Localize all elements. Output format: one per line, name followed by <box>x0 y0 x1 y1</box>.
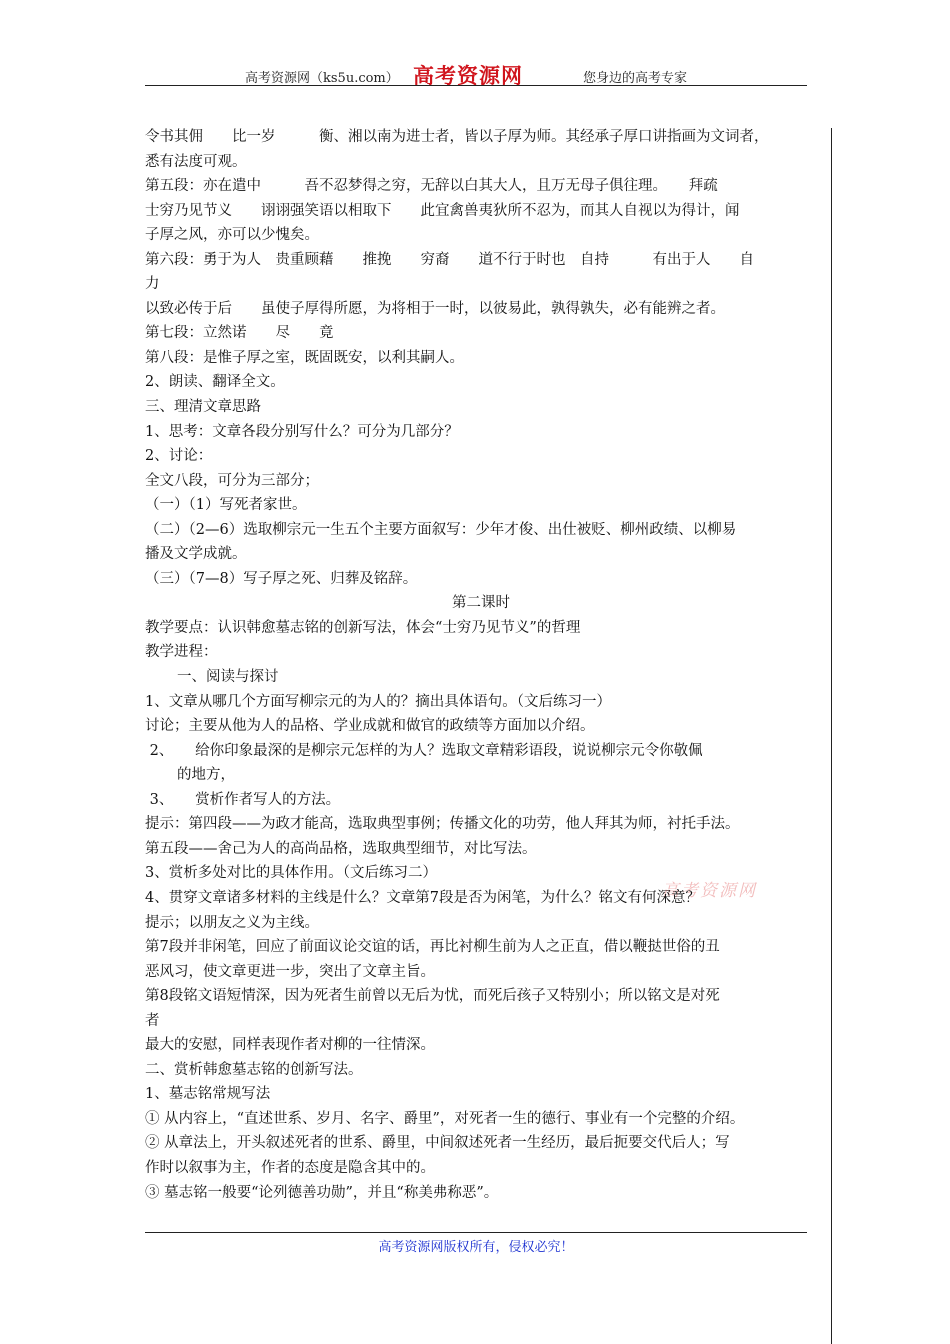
text-line: 2、 给你印象最深的是柳宗元怎样的为人？选取文章精彩语段，说说柳宗元令你敬佩 <box>145 742 703 759</box>
page-header <box>145 62 805 86</box>
text-line: 子厚之风，亦可以少愧矣。 <box>145 227 319 244</box>
text-line: 讨论；主要从他为人的品格、学业成就和做官的政绩等方面加以介绍。 <box>145 718 595 735</box>
text-line: 力 <box>145 276 160 293</box>
section-heading: 三、理清文章思路 <box>145 399 261 416</box>
header-divider <box>145 85 807 86</box>
lesson-title: 第二课时 <box>452 595 510 612</box>
text-line: 全文八段，可分为三部分； <box>145 472 319 489</box>
header-logo: 高考资源网 <box>413 63 523 88</box>
text-line: 提示；以朋友之义为主线。 <box>145 914 319 931</box>
text-line: 提示：第四段——为政才能高，选取典型事例；传播文化的功劳，他人拜其为师，衬托手法。 <box>145 816 740 833</box>
document-body <box>145 125 817 1205</box>
text-line: 教学进程： <box>145 644 218 661</box>
text-line: 2、讨论： <box>145 448 213 465</box>
text-line: 第8段铭文语短情深，因为死者生前曾以无后为忧，而死后孩子又特别小；所以铭文是对死 <box>145 988 720 1005</box>
text-line: 1、墓志铭常规写法 <box>145 1086 271 1103</box>
text-line: （三）（7—8）写子厚之死、归葬及铭辞。 <box>145 570 418 587</box>
right-margin-rule <box>831 128 832 1344</box>
text-line: 第五段——舍己为人的高尚品格，选取典型细节，对比写法。 <box>145 840 537 857</box>
text-line: 2、朗读、翻译全文。 <box>145 374 285 391</box>
text-line: 恶风习，使文章更进一步，突出了文章主旨。 <box>145 963 435 980</box>
text-line: 3、 赏析作者写人的方法。 <box>145 791 341 808</box>
text-line: 1、文章从哪几个方面写柳宗元的为人的？摘出具体语句。（文后练习一） <box>145 693 611 710</box>
text-line: （二）（2—6）选取柳宗元一生五个主要方面叙写：少年才俊、出仕被贬、柳州政绩、以柳易 <box>145 521 737 538</box>
footer-divider <box>145 1232 807 1233</box>
text-line: 令书其佣 比一岁 衡、湘以南为进士者，皆以子厚为师。其经承子厚口讲指画为文词者， <box>145 129 769 145</box>
text-line: 第六段：勇于为人 贵重顾藉 推挽 穷裔 道不行于时也 自持 有出于人 自 <box>145 251 754 268</box>
text-line: 最大的安慰，同样表现作者对柳的一往情深。 <box>145 1037 435 1054</box>
text-line: 3、赏析多处对比的具体作用。（文后练习二） <box>145 865 437 882</box>
text-line: 者 <box>145 1012 160 1029</box>
section-heading: 一、阅读与探讨 <box>177 669 279 686</box>
text-line: ① 从内容上，“直述世系、岁月、名字、爵里”，对死者一生的德行、事业有一个完整的介绍。 <box>145 1110 745 1127</box>
header-site-name: 高考资源网（ks5u.com） <box>245 71 399 86</box>
section-heading: 二、赏析韩愈墓志铭的创新写法。 <box>145 1061 363 1078</box>
text-line: 教学要点：认识韩愈墓志铭的创新写法，体会“士穷乃见节义”的哲理 <box>145 619 581 636</box>
text-line: 悉有法度可观。 <box>145 153 247 170</box>
text-line: 4、贯穿文章诸多材料的主线是什么？文章第7段是否为闲笔，为什么？铭文有何深意？ <box>145 889 700 906</box>
text-line: 作时以叙事为主，作者的态度是隐含其中的。 <box>145 1159 435 1176</box>
text-line: 士穷乃见节义 诩诩强笑语以相取下 此宜禽兽夷狄所不忍为，而其人自视以为得计，闻 <box>145 202 740 219</box>
text-line: 第五段：亦在遣中 吾不忍梦得之穷，无辞以白其大人，且万无母子俱往理。 拜疏 <box>145 178 718 195</box>
text-line: 播及文学成就。 <box>145 546 247 563</box>
text-line: ② 从章法上，开头叙述死者的世系、爵里，中间叙述死者一生经历，最后扼要交代后人；写 <box>145 1135 730 1152</box>
text-line: 1、思考：文章各段分别写什么？可分为几部分？ <box>145 423 459 440</box>
text-line: 第7段并非闲笔，回应了前面议论交谊的话，再比衬柳生前为人之正直，借以鞭挞世俗的丑 <box>145 939 720 956</box>
header-slogan: 您身边的高考专家 <box>583 71 688 86</box>
text-line: 第七段：立然诺 尽 竟 <box>145 325 334 342</box>
text-line: ③ 墓志铭一般要“论列德善功勋”，并且“称美弗称恶”。 <box>145 1184 499 1201</box>
footer-copyright: 高考资源网版权所有，侵权必究！ <box>378 1240 574 1255</box>
text-line: （一）（1）写死者家世。 <box>145 497 307 514</box>
text-line: 的地方， <box>177 767 235 784</box>
text-line: 第八段：是惟子厚之室，既固既安，以利其嗣人。 <box>145 349 464 366</box>
text-line: 以致必传于后 虽使子厚得所愿，为将相于一时，以彼易此，孰得孰失，必有能辨之者。 <box>145 300 725 317</box>
watermark: 高考资源网 <box>662 881 757 901</box>
